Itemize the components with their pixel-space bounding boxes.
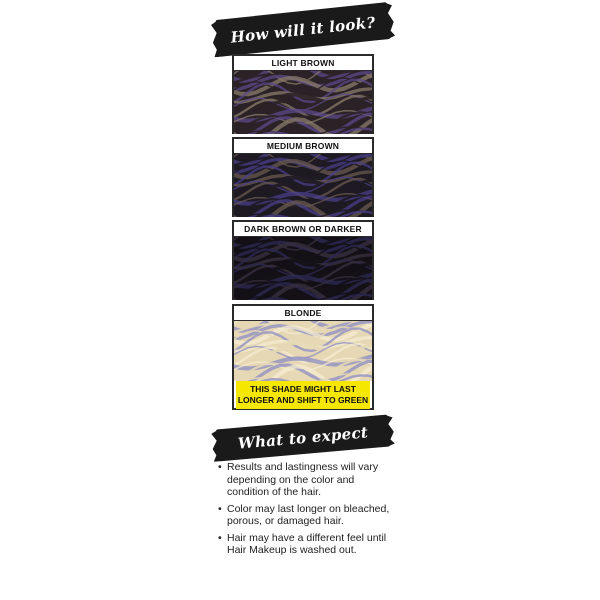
bullet-icon: • <box>218 502 222 515</box>
bullet-icon: • <box>218 531 222 544</box>
swatch-blonde <box>232 304 374 410</box>
list-item <box>218 461 398 499</box>
expect-title: What to expect <box>237 423 369 453</box>
how-will-it-look-banner <box>216 2 391 57</box>
hair-swatch-image <box>234 236 372 300</box>
swatch-label: MEDIUM BROWN <box>266 141 340 151</box>
hair-strands <box>234 237 372 300</box>
hair-swatch-image <box>234 153 372 217</box>
bullet-icon: • <box>218 461 222 473</box>
expectation-list <box>218 461 398 561</box>
bullet-text: Hair may have a different feel until Hair Makeup is washed out. <box>227 531 387 556</box>
green-shift-warning <box>236 381 370 409</box>
hair-swatch-image <box>234 320 372 381</box>
what-to-expect-banner <box>216 415 390 462</box>
list-item <box>218 532 398 557</box>
swatch-label: BLONDE <box>284 308 322 318</box>
warning-line-1: THIS SHADE MIGHT LAST <box>250 384 356 394</box>
swatch-medium-brown <box>232 137 374 217</box>
hair-swatch-image <box>234 70 372 134</box>
swatch-label: LIGHT BROWN <box>271 58 335 68</box>
list-item <box>218 503 398 528</box>
swatch-label: DARK BROWN OR DARKER <box>244 224 362 234</box>
swatch-light-brown <box>232 54 374 134</box>
hair-strands <box>234 71 372 134</box>
hair-strands <box>234 154 372 217</box>
banner-title: How will it look? <box>229 12 377 47</box>
swatch-dark-brown <box>232 220 374 300</box>
bullet-text: Color may last longer on bleached, porous, or damaged hair. <box>227 502 390 527</box>
bullet-text: Results and lastingness will vary depending on the color and condition of the hair. <box>227 461 379 498</box>
hair-strands <box>234 321 372 381</box>
warning-line-2: LONGER AND SHIFT TO GREEN <box>237 395 369 405</box>
